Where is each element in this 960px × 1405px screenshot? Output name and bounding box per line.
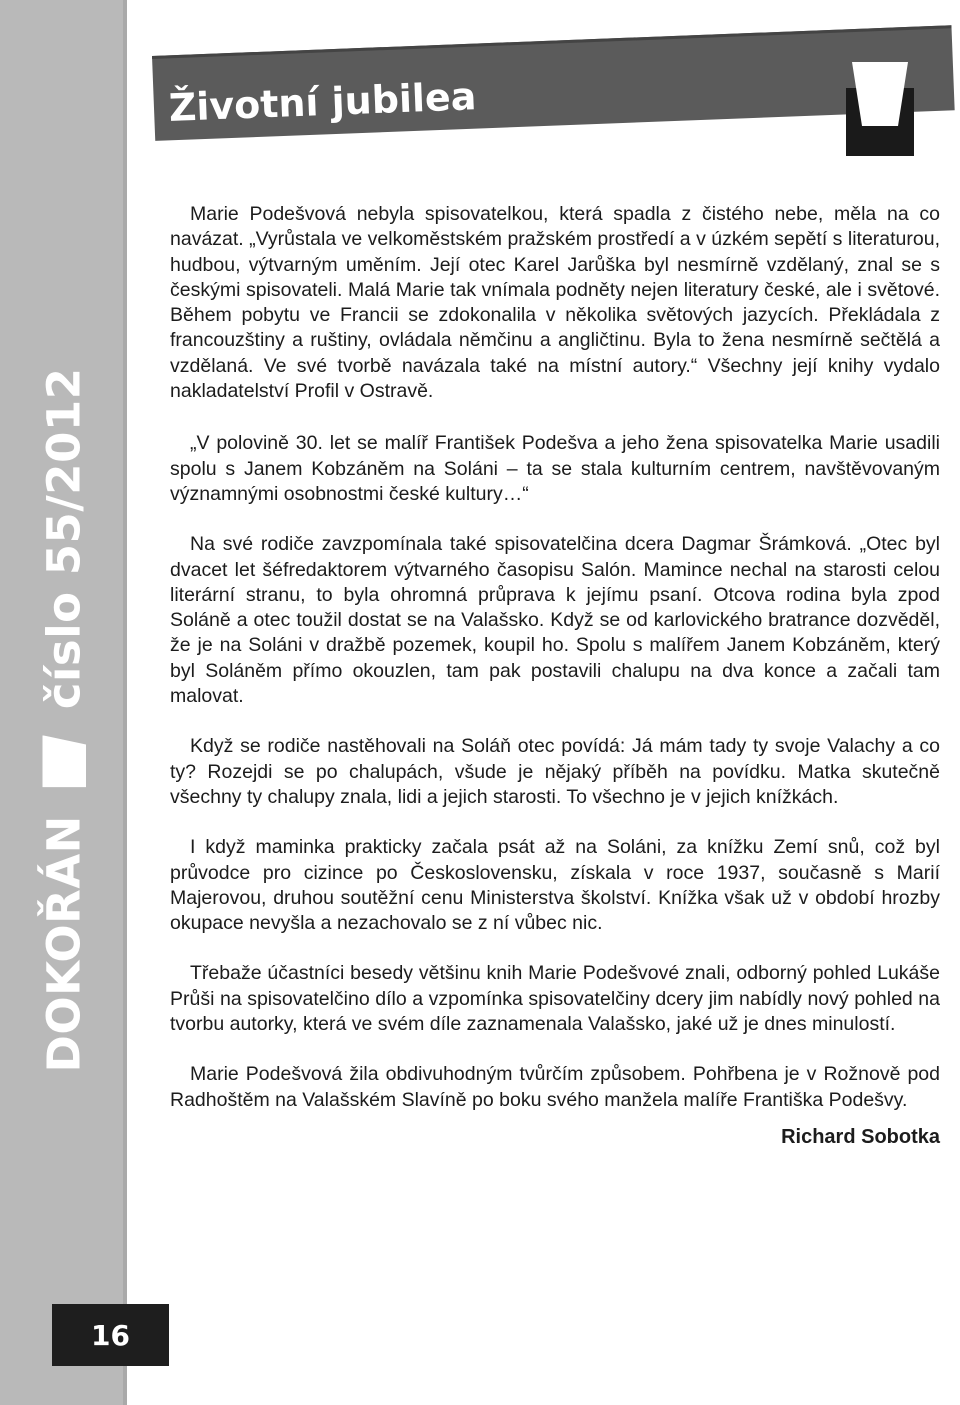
article-body <box>170 202 940 1149</box>
magazine-name: DOKOŘÁN <box>37 815 91 1073</box>
article-paragraph: Na své rodiče zavzpomínala také spisovatelčina dcera Dagmar Šrámková. „Otec byl dvacet let šéfredaktorem výtvarného časopisu Salón. Mamince nechal na starosti celou literární stranu, to byla ohromná průprava k jejímu psaní. Otcova rodina byla zpod Soláně a otec toužil dostat se na Valašsko. Když se od karlovického bratrance dozvěděl, že je na Soláni v dražbě pozemek, koupil ho. Spolu s malířem Janem Kobzáněm, který byl Soláněm přímo okouzlen, tam pak postavili chalupu na dva konce a začali tam malovat. <box>170 533 940 708</box>
article-paragraph: Marie Podešvová nebyla spisovatelkou, která spadla z čistého nebe, měla na co navázat. „Vyrůstala ve velkoměstském pražském prostředí a v úzkém sepětí s literaturou, hudbou, výtvarným uměním. Její otec Karel Jarůška byl nesmírně vzdělaný, znal se s českými spisovateli. Malá Marie tak vnímala podněty nejen literatury české, ale i světové. Během pobytu ve Francii se zdokonalila v několika světových jazycích. Překládala z francouzštiny a ruštiny, ovládala němčinu a angličtinu. Byla to žena nesmírně sečtělá a vzdělaná. Ve své tvorbě navázala také na místní autory.“ Všechny její knihy vydalo nakladatelství Profil v Ostravě. <box>170 203 940 403</box>
section-title: Životní jubilea <box>168 74 478 130</box>
article-paragraph: Když se rodiče nastěhovali na Soláň otec povídá: Já mám tady ty svoje Valachy a co ty? Rozejdi se po chalupách, všude je nějaký příběh na povídku. Matka skutečně všechny ty chalupy znala, lidi a jejich starosti. To všechno je v jejich knížkách. <box>170 735 940 808</box>
article-paragraph: I když maminka prakticky začala psát až na Soláni, za knížku Zemí snů, což byl průvodce pro cizince po Československu, získala v roce 1937, současně s Marií Majerovou, druhou soutěžní cenu Ministerstva školství. Knížka však už v období hrozby okupace nevyšla a nezachovalo se z ní vůbec nic. <box>170 836 940 935</box>
article-author: Richard Sobotka <box>781 1125 940 1148</box>
article-paragraph: Třebaže účastníci besedy většinu knih Marie Podešvové znali, odborný pohled Lukáše Průši na spisovatelčino dílo a vzpomínka spisovatelčiny dcery jim nabídly nový pohled na tvorbu autorky, která ve svém díle zaznamenala Valašsko, jaké už je dnes minulostí. <box>170 962 940 1036</box>
dokoran-mark-icon <box>846 62 914 156</box>
article-paragraph: Marie Podešvová žila obdivuhodným tvůrčím způsobem. Pohřbena je v Rožnově pod Radhoštěm na Valašském Slavíně po boku svého manžela malíře Františka Podešvy. <box>170 1063 940 1111</box>
issue-number: číslo 55/2012 <box>37 367 91 710</box>
magazine-mark-icon <box>42 735 86 787</box>
article-paragraph: „V polovině 30. let se malíř František Podešva a jeho žena spisovatelka Marie usadili spolu s Janem Kobzáněm na Soláni – ta se stala kulturním centrem, navštěvovaným významnými osobnostmi české kultury…“ <box>170 432 940 505</box>
page-number: 16 <box>52 1304 169 1366</box>
